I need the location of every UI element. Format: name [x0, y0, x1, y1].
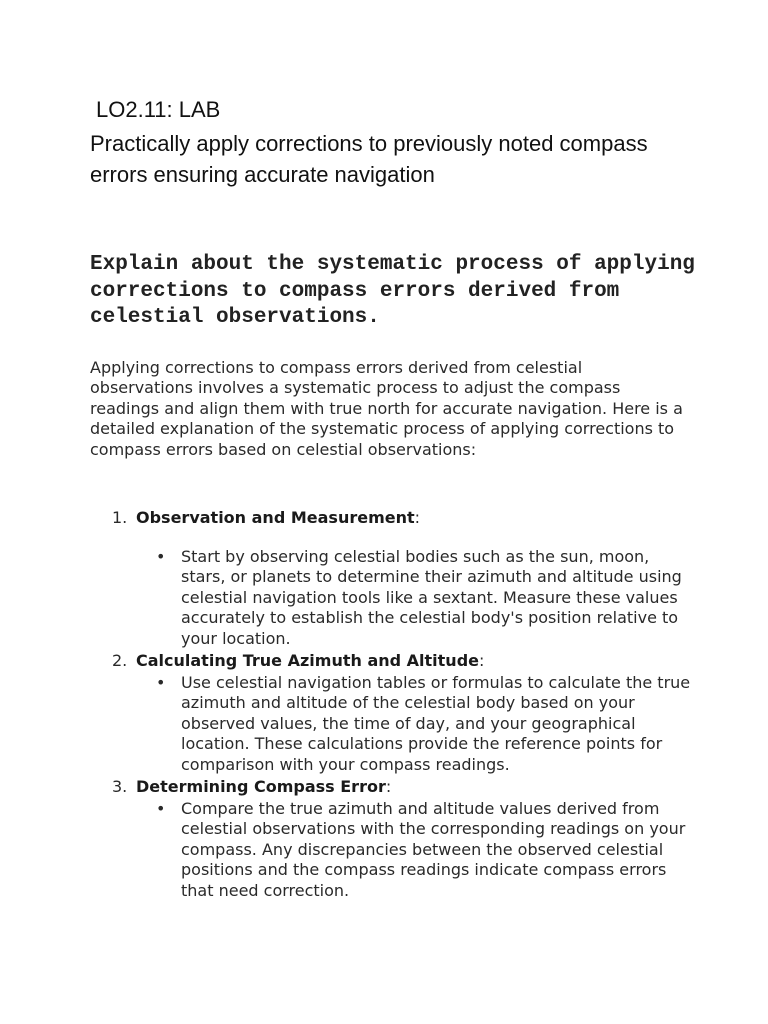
step-heading-suffix: : [385, 777, 392, 797]
step-header [0, 777, 768, 799]
question-heading: Explain about the systematic process of applying corrections to compass errors derived from celestial observations. [90, 253, 695, 329]
step-heading-bold: Determining Compass Error [136, 777, 386, 797]
step-heading [136, 508, 420, 528]
bullet-text: Compare the true azimuth and altitude values derived from celestial observations with the corresponding readings on your compass. Any discrepancies between the observed celestial positions and the compass readings indicate compass errors that need correction. [181, 799, 686, 900]
intro-paragraph: Applying corrections to compass errors derived from celestial observations involves a systematic process to adjust the compass readings and align them with true north for accurate navigation. Here is a detailed explanation of the systematic process of applying corrections to compass errors based on celestial observations: [90, 358, 683, 459]
step-header [0, 651, 768, 673]
bullet-item [0, 547, 768, 649]
spacer [0, 530, 768, 547]
bullet-icon: • [156, 799, 166, 819]
list-item [0, 777, 768, 901]
bullet-item [0, 799, 768, 901]
step-heading-bold: Calculating True Azimuth and Altitude [136, 651, 479, 671]
document-title: Practically apply corrections to previously noted compass errors ensuring accurate navigation [90, 131, 648, 187]
bullet-text: Start by observing celestial bodies such as the sun, moon, stars, or planets to determine their azimuth and altitude using celestial navigation tools like a sextant. Measure these values accurately to establish the celestial body's position relative to your location. [181, 547, 682, 648]
bullet-icon: • [156, 673, 166, 693]
step-heading [136, 651, 484, 671]
step-number: 2. [112, 651, 128, 671]
step-number: 1. [112, 508, 128, 527]
bullet-item [0, 673, 768, 775]
steps-list [0, 508, 768, 901]
list-item [0, 508, 768, 649]
step-heading-bold: Observation and Measurement [136, 508, 415, 527]
bullet-icon: • [156, 547, 166, 566]
list-item [0, 651, 768, 775]
document-code: LO2.11: LAB [96, 97, 221, 122]
bullet-text: Use celestial navigation tables or formulas to calculate the true azimuth and altitude of the celestial body based on your observed values, the time of day, and your geographical location. These calculations provide the reference points for comparison with your compass readings. [181, 673, 691, 774]
step-heading-suffix: : [414, 508, 421, 527]
step-heading [136, 777, 391, 797]
step-number: 3. [112, 777, 128, 797]
step-header [0, 508, 768, 530]
step-heading-suffix: : [479, 651, 485, 671]
